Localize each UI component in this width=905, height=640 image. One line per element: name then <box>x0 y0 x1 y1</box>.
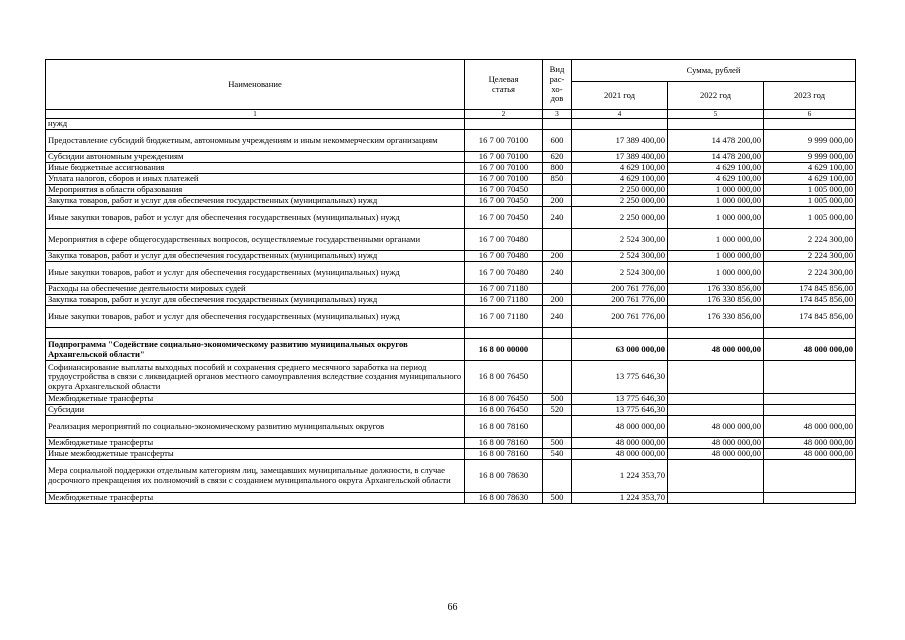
row-sum-2023 <box>764 493 856 504</box>
row-target-article: 16 8 00 78630 <box>465 460 543 493</box>
row-sum-2023: 174 845 856,00 <box>764 284 856 295</box>
row-name: Расходы на обеспечение деятельности мировых судей <box>46 284 465 295</box>
row-sum-2022: 1 000 000,00 <box>668 229 764 251</box>
row-target-article <box>465 328 543 339</box>
row-sum-2022: 1 000 000,00 <box>668 262 764 284</box>
row-sum-2023: 2 224 300,00 <box>764 262 856 284</box>
row-sum-2022: 48 000 000,00 <box>668 438 764 449</box>
header-expense-kind: Вид рас- хо- дов <box>543 60 572 110</box>
row-sum-2023 <box>764 460 856 493</box>
colnum-4: 4 <box>572 110 668 119</box>
row-sum-2023: 4 629 100,00 <box>764 174 856 185</box>
row-sum-2023 <box>764 361 856 394</box>
table-row <box>46 207 856 229</box>
row-sum-2021 <box>572 328 668 339</box>
table-row <box>46 295 856 306</box>
row-sum-2022 <box>668 328 764 339</box>
row-sum-2023: 4 629 100,00 <box>764 163 856 174</box>
colnum-3: 3 <box>543 110 572 119</box>
row-expense-kind <box>543 339 572 361</box>
row-name <box>46 328 465 339</box>
row-target-article: 16 7 00 71180 <box>465 295 543 306</box>
row-sum-2021: 2 524 300,00 <box>572 251 668 262</box>
row-sum-2022: 14 478 200,00 <box>668 130 764 152</box>
header-year-2021: 2021 год <box>572 82 668 110</box>
row-sum-2023: 9 999 000,00 <box>764 130 856 152</box>
row-sum-2023: 2 224 300,00 <box>764 251 856 262</box>
table-row <box>46 306 856 328</box>
row-expense-kind: 620 <box>543 152 572 163</box>
table-row <box>46 262 856 284</box>
row-sum-2021: 13 775 646,30 <box>572 405 668 416</box>
row-sum-2022 <box>668 405 764 416</box>
row-expense-kind: 540 <box>543 449 572 460</box>
row-name: нужд <box>46 119 465 130</box>
row-sum-2021: 48 000 000,00 <box>572 449 668 460</box>
row-sum-2022: 1 000 000,00 <box>668 196 764 207</box>
row-target-article: 16 8 00 78160 <box>465 438 543 449</box>
row-expense-kind <box>543 229 572 251</box>
row-sum-2021: 200 761 776,00 <box>572 295 668 306</box>
page-number: 66 <box>447 602 458 613</box>
row-sum-2022: 176 330 856,00 <box>668 295 764 306</box>
row-name: Межбюджетные трансферты <box>46 394 465 405</box>
row-name: Иные закупки товаров, работ и услуг для обеспечения государственных (муниципальных) нужд <box>46 306 465 328</box>
row-sum-2023: 1 005 000,00 <box>764 185 856 196</box>
row-sum-2021 <box>572 119 668 130</box>
row-sum-2023: 48 000 000,00 <box>764 449 856 460</box>
row-target-article: 16 7 00 70450 <box>465 185 543 196</box>
row-expense-kind: 800 <box>543 163 572 174</box>
row-target-article: 16 7 00 71180 <box>465 306 543 328</box>
row-expense-kind: 200 <box>543 251 572 262</box>
table-row <box>46 174 856 185</box>
table-row <box>46 119 856 130</box>
row-sum-2022: 1 000 000,00 <box>668 185 764 196</box>
row-sum-2022: 1 000 000,00 <box>668 251 764 262</box>
row-name: Уплата налогов, сборов и иных платежей <box>46 174 465 185</box>
row-target-article: 16 7 00 70100 <box>465 130 543 152</box>
row-sum-2021: 2 524 300,00 <box>572 262 668 284</box>
row-expense-kind <box>543 361 572 394</box>
row-expense-kind <box>543 328 572 339</box>
row-target-article: 16 8 00 78160 <box>465 416 543 438</box>
row-target-article: 16 7 00 70100 <box>465 174 543 185</box>
table-row <box>46 361 856 394</box>
row-target-article: 16 7 00 71180 <box>465 284 543 295</box>
row-target-article <box>465 119 543 130</box>
row-target-article: 16 7 00 70480 <box>465 229 543 251</box>
row-sum-2021: 17 389 400,00 <box>572 152 668 163</box>
row-name: Иные закупки товаров, работ и услуг для обеспечения государственных (муниципальных) нужд <box>46 207 465 229</box>
row-sum-2021: 13 775 646,30 <box>572 394 668 405</box>
header-target-article: Целевая статья <box>465 60 543 110</box>
row-target-article: 16 8 00 76450 <box>465 361 543 394</box>
table-row <box>46 229 856 251</box>
row-sum-2021: 17 389 400,00 <box>572 130 668 152</box>
header-sum: Сумма, рублей <box>572 60 856 82</box>
row-expense-kind: 240 <box>543 262 572 284</box>
row-sum-2021: 13 775 646,30 <box>572 361 668 394</box>
row-expense-kind: 850 <box>543 174 572 185</box>
row-name: Закупка товаров, работ и услуг для обеспечения государственных (муниципальных) нужд <box>46 295 465 306</box>
table-row <box>46 493 856 504</box>
colnum-6: 6 <box>764 110 856 119</box>
row-target-article: 16 8 00 76450 <box>465 405 543 416</box>
row-sum-2021: 2 250 000,00 <box>572 207 668 229</box>
row-sum-2022 <box>668 361 764 394</box>
row-sum-2021: 48 000 000,00 <box>572 438 668 449</box>
row-sum-2022: 176 330 856,00 <box>668 284 764 295</box>
row-sum-2021: 200 761 776,00 <box>572 306 668 328</box>
table-row <box>46 449 856 460</box>
row-sum-2022 <box>668 493 764 504</box>
table-row <box>46 339 856 361</box>
row-name: Закупка товаров, работ и услуг для обеспечения государственных (муниципальных) нужд <box>46 251 465 262</box>
row-sum-2022: 176 330 856,00 <box>668 306 764 328</box>
row-target-article: 16 8 00 00000 <box>465 339 543 361</box>
table-row <box>46 185 856 196</box>
row-name: Иные бюджетные ассигнования <box>46 163 465 174</box>
row-expense-kind <box>543 119 572 130</box>
row-sum-2023 <box>764 405 856 416</box>
table-row <box>46 163 856 174</box>
table-row <box>46 130 856 152</box>
row-name: Иные межбюджетные трансферты <box>46 449 465 460</box>
row-sum-2023: 48 000 000,00 <box>764 438 856 449</box>
row-sum-2023: 174 845 856,00 <box>764 295 856 306</box>
row-target-article: 16 7 00 70480 <box>465 251 543 262</box>
row-name: Межбюджетные трансферты <box>46 438 465 449</box>
row-sum-2023: 2 224 300,00 <box>764 229 856 251</box>
row-expense-kind: 600 <box>543 130 572 152</box>
colnum-2: 2 <box>465 110 543 119</box>
row-expense-kind <box>543 185 572 196</box>
table-row <box>46 394 856 405</box>
table-row <box>46 152 856 163</box>
row-sum-2023: 48 000 000,00 <box>764 339 856 361</box>
row-expense-kind: 240 <box>543 306 572 328</box>
row-expense-kind <box>543 416 572 438</box>
row-sum-2022 <box>668 394 764 405</box>
row-expense-kind: 240 <box>543 207 572 229</box>
row-name: Мероприятия в области образования <box>46 185 465 196</box>
row-target-article: 16 7 00 70450 <box>465 196 543 207</box>
header-year-2023: 2023 год <box>764 82 856 110</box>
row-sum-2021: 1 224 353,70 <box>572 493 668 504</box>
row-sum-2023 <box>764 119 856 130</box>
row-sum-2022: 4 629 100,00 <box>668 174 764 185</box>
row-sum-2021: 4 629 100,00 <box>572 174 668 185</box>
document-page <box>45 59 855 504</box>
row-sum-2021: 2 524 300,00 <box>572 229 668 251</box>
table-row <box>46 328 856 339</box>
table-row <box>46 405 856 416</box>
header-year-2022: 2022 год <box>668 82 764 110</box>
row-name: Субсидии автономным учреждениям <box>46 152 465 163</box>
row-sum-2023: 48 000 000,00 <box>764 416 856 438</box>
row-sum-2023: 1 005 000,00 <box>764 196 856 207</box>
row-expense-kind: 520 <box>543 405 572 416</box>
table-row <box>46 251 856 262</box>
row-expense-kind: 500 <box>543 394 572 405</box>
row-sum-2023: 1 005 000,00 <box>764 207 856 229</box>
row-name: Закупка товаров, работ и услуг для обеспечения государственных (муниципальных) нужд <box>46 196 465 207</box>
row-target-article: 16 7 00 70100 <box>465 163 543 174</box>
header-name: Наименование <box>46 60 465 110</box>
row-sum-2021: 200 761 776,00 <box>572 284 668 295</box>
row-target-article: 16 8 00 78630 <box>465 493 543 504</box>
row-name: Субсидии <box>46 405 465 416</box>
row-name: Межбюджетные трансферты <box>46 493 465 504</box>
row-sum-2021: 1 224 353,70 <box>572 460 668 493</box>
row-sum-2022: 1 000 000,00 <box>668 207 764 229</box>
row-sum-2022: 48 000 000,00 <box>668 416 764 438</box>
row-sum-2021: 4 629 100,00 <box>572 163 668 174</box>
row-sum-2021: 48 000 000,00 <box>572 416 668 438</box>
row-name: Софинансирование выплаты выходных пособий и сохранения среднего месячного заработка на период трудоустройства в связи с ликвидацией органов местного самоуправления вследствие создания муниципального округа Архангельской области <box>46 361 465 394</box>
row-target-article: 16 7 00 70100 <box>465 152 543 163</box>
row-sum-2021: 2 250 000,00 <box>572 185 668 196</box>
row-target-article: 16 7 00 70450 <box>465 207 543 229</box>
row-sum-2023 <box>764 328 856 339</box>
row-name: Реализация мероприятий по социально-экономическому развитию муниципальных округов <box>46 416 465 438</box>
row-expense-kind <box>543 284 572 295</box>
table-row <box>46 438 856 449</box>
row-expense-kind: 500 <box>543 493 572 504</box>
row-name: Подпрограмма "Содействие социально-экономическому развитию муниципальных округов Архангельской области" <box>46 339 465 361</box>
budget-table <box>45 59 856 504</box>
row-sum-2021: 63 000 000,00 <box>572 339 668 361</box>
row-sum-2022: 4 629 100,00 <box>668 163 764 174</box>
row-sum-2022 <box>668 119 764 130</box>
row-sum-2023: 174 845 856,00 <box>764 306 856 328</box>
row-name: Мера социальной поддержки отдельным категориям лиц, замещавших муниципальные должности, в случае досрочного прекращения их полномочий в связи с созданием муниципального округа Архангельской области <box>46 460 465 493</box>
row-name: Мероприятия в сфере общегосударственных вопросов, осуществляемые государственными органами <box>46 229 465 251</box>
row-name: Иные закупки товаров, работ и услуг для обеспечения государственных (муниципальных) нужд <box>46 262 465 284</box>
row-sum-2023 <box>764 394 856 405</box>
row-sum-2022: 48 000 000,00 <box>668 449 764 460</box>
row-target-article: 16 7 00 70480 <box>465 262 543 284</box>
row-sum-2023: 9 999 000,00 <box>764 152 856 163</box>
colnum-1: 1 <box>46 110 465 119</box>
table-row <box>46 196 856 207</box>
row-sum-2022: 14 478 200,00 <box>668 152 764 163</box>
row-sum-2021: 2 250 000,00 <box>572 196 668 207</box>
row-expense-kind <box>543 460 572 493</box>
row-expense-kind: 200 <box>543 295 572 306</box>
table-row <box>46 284 856 295</box>
colnum-5: 5 <box>668 110 764 119</box>
table-row <box>46 460 856 493</box>
row-sum-2022 <box>668 460 764 493</box>
table-row <box>46 416 856 438</box>
row-expense-kind: 500 <box>543 438 572 449</box>
row-target-article: 16 8 00 76450 <box>465 394 543 405</box>
row-sum-2022: 48 000 000,00 <box>668 339 764 361</box>
row-expense-kind: 200 <box>543 196 572 207</box>
row-name: Предоставление субсидий бюджетным, автономным учреждениям и иным некоммерческим организациям <box>46 130 465 152</box>
row-target-article: 16 8 00 78160 <box>465 449 543 460</box>
